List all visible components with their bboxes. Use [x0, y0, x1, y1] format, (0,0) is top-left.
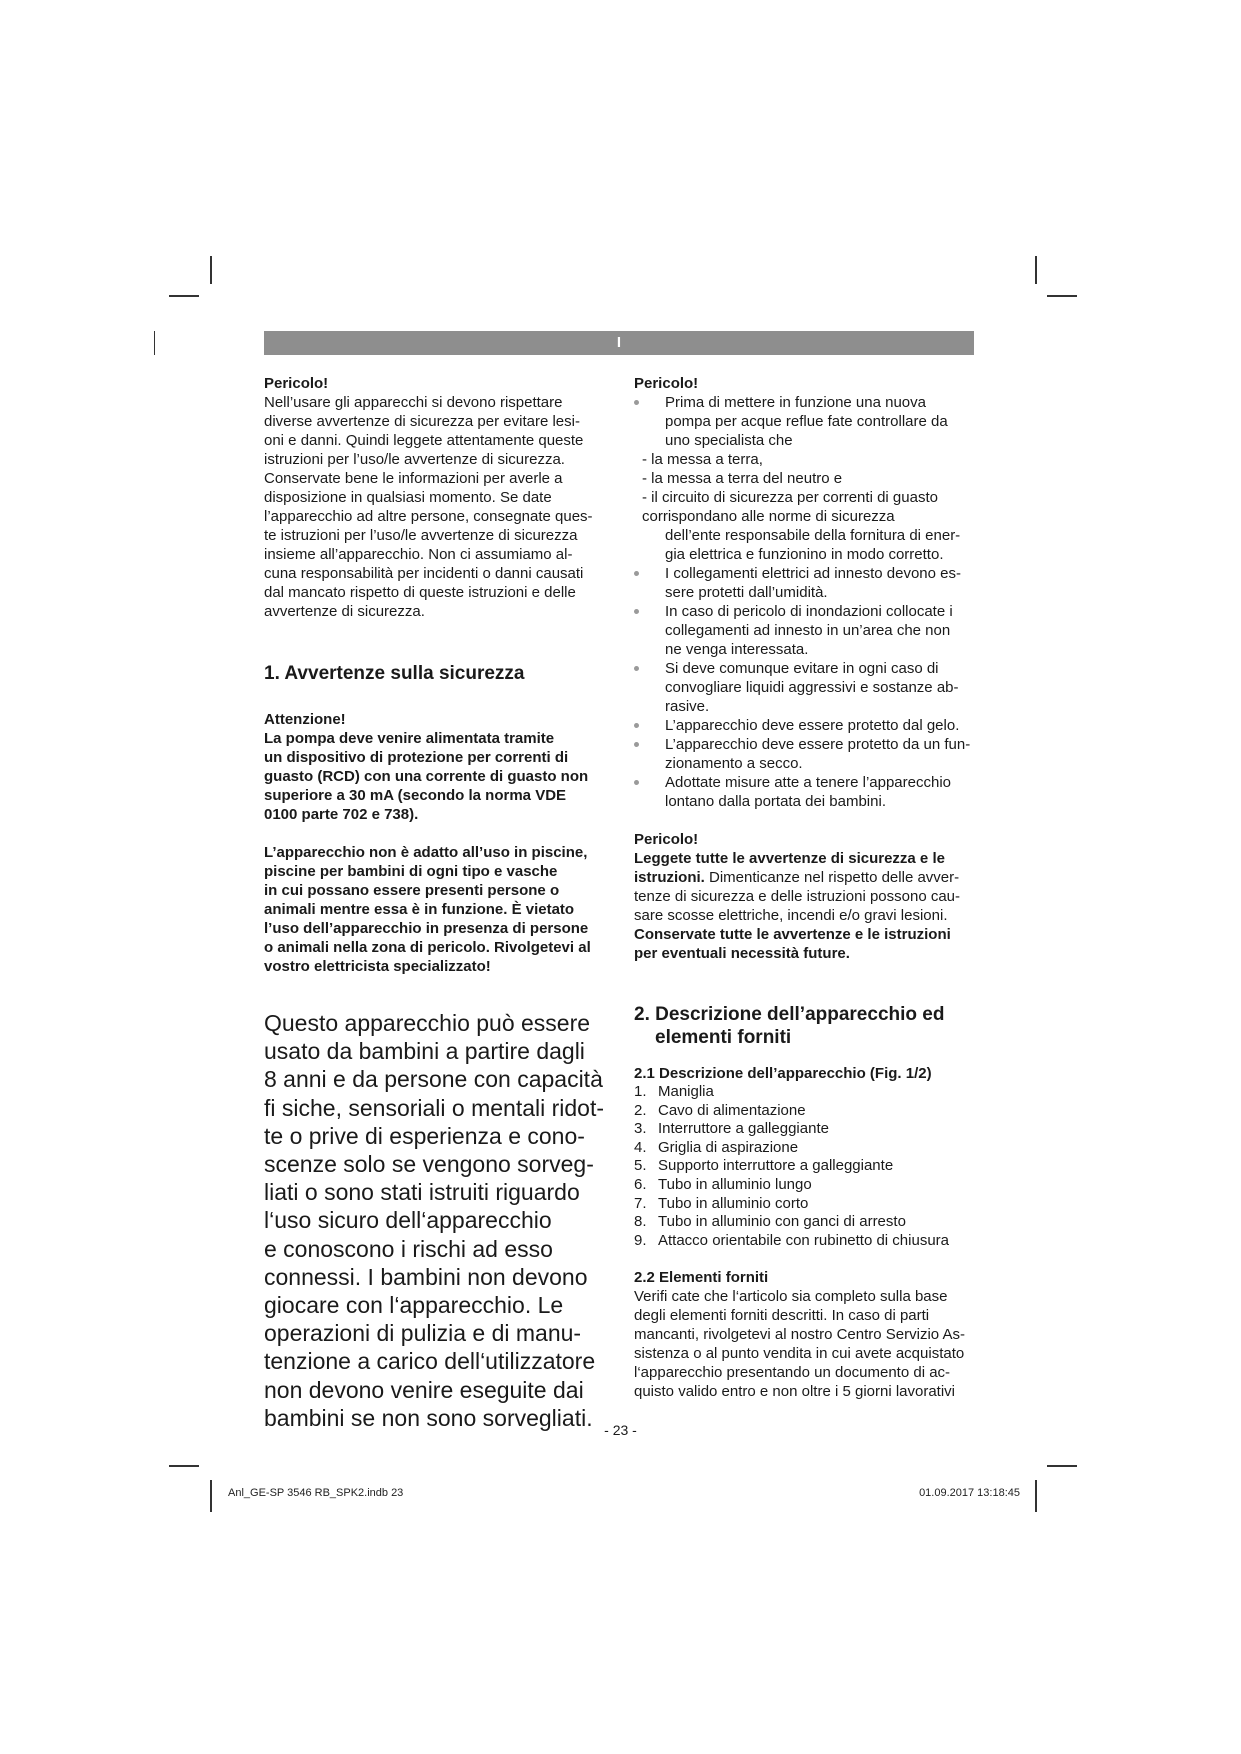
- text-line: usato da bambini a partire dagli: [264, 1038, 585, 1065]
- section-1-title: 1. Avvertenze sulla sicurezza: [264, 663, 525, 684]
- crop-mark: [169, 1465, 199, 1467]
- text-line: bambini se non sono sorvegliati.: [264, 1404, 593, 1431]
- text-line: [634, 868, 979, 887]
- item-number: 6.: [634, 1175, 647, 1193]
- text-line: l’uso dell’apparecchio in presenza di persone: [264, 920, 589, 937]
- text-line: degli elementi forniti descritti. In caso di parti: [634, 1307, 930, 1325]
- text-line: uno specialista che: [665, 432, 793, 449]
- list-item: [634, 735, 979, 773]
- item-label: Tubo in alluminio lungo: [658, 1175, 812, 1193]
- text-line: Leggete tutte le avvertenze di sicurezza e le: [634, 850, 945, 867]
- page-number: - 23 -: [604, 1422, 637, 1438]
- text-line: dell’ente responsabile della fornitura di ener-: [665, 527, 961, 544]
- text-line: te o prive di esperienza e cono-: [264, 1122, 585, 1149]
- text-line: 8 anni e da persone con capacità: [264, 1066, 603, 1093]
- text-line: in cui possano essere presenti persone o: [264, 882, 560, 899]
- section-2-title: [634, 1003, 979, 1049]
- list-item: [634, 564, 979, 602]
- attention-title: Attenzione!: [264, 711, 346, 728]
- list-item: [634, 1195, 979, 1214]
- text-line: - il circuito di sicurezza per correnti di guasto: [642, 489, 938, 506]
- crop-mark: [1047, 1465, 1077, 1467]
- text-line: convogliare liquidi aggressivi e sostanze ab-: [665, 679, 959, 696]
- text-line: o animali nella zona di pericolo. Rivolgetevi al: [264, 939, 591, 956]
- list-item: [634, 1139, 979, 1158]
- list-item: [634, 1213, 979, 1232]
- text-line: Conservate bene le informazioni per averle a: [264, 470, 563, 487]
- text-span: Dimenticanze nel rispetto delle avver-: [704, 869, 960, 886]
- list-item: [634, 602, 979, 659]
- text-line: pompa per acque reflue fate controllare da: [665, 413, 948, 430]
- supplied-items-paragraph: [634, 1287, 979, 1401]
- text-line: giocare con l‘apparecchio. Le: [264, 1292, 564, 1319]
- text-line: per eventuali necessità future.: [634, 945, 850, 962]
- item-number: 4.: [634, 1138, 647, 1156]
- text-line: l‘uso sicuro dell‘apparecchio: [264, 1207, 552, 1234]
- text-line: L’apparecchio deve essere protetto da un fun-: [665, 736, 971, 753]
- text-line: Conservate tutte le avvertenze e le istruzioni: [634, 926, 951, 943]
- crop-mark: [1035, 256, 1037, 284]
- crop-mark: [154, 331, 155, 355]
- item-number: 1.: [634, 1083, 647, 1100]
- text-line: collegamenti ad innesto in un’area che non: [665, 622, 951, 639]
- read-instructions-warning: [634, 849, 979, 963]
- text-line: animali mentre essa è in funzione. È vietato: [264, 901, 575, 918]
- language-header-band: [264, 331, 974, 355]
- text-line: dal mancato rispetto di queste istruzioni e delle: [264, 584, 576, 601]
- text-line: gia elettrica e funzionino in modo corretto.: [665, 546, 944, 563]
- crop-mark: [210, 256, 212, 284]
- item-label: Cavo di alimentazione: [658, 1101, 806, 1119]
- safety-bullet-list: [634, 393, 979, 450]
- list-item: [634, 1102, 979, 1121]
- text-span: istruzioni.: [634, 869, 705, 886]
- text-line: Questo apparecchio può essere: [264, 1010, 591, 1036]
- text-line: connessi. I bambini non devono: [264, 1263, 588, 1290]
- item-label: Supporto interruttore a galleggiante: [658, 1157, 894, 1175]
- crop-mark: [210, 1480, 212, 1512]
- text-line: oni e danni. Quindi leggete attentamente queste: [264, 432, 584, 449]
- text-line: Prima di mettere in funzione una nuova: [665, 394, 926, 411]
- danger-title: Pericolo!: [264, 375, 329, 392]
- text-line: operazioni di pulizia e di manu-: [264, 1320, 582, 1347]
- text-line: rasive.: [665, 698, 710, 715]
- text-line: liati o sono stati istruiti riguardo: [264, 1179, 580, 1206]
- text-line: Nell’usare gli apparecchi si devono rispettare: [264, 394, 563, 411]
- text-line: sere protetti dall’umidità.: [665, 584, 828, 601]
- list-item: [634, 716, 979, 735]
- text-line: sistenza o al punto vendita in cui avete acquistato: [634, 1345, 965, 1363]
- text-line: L’apparecchio deve essere protetto dal gelo.: [665, 717, 960, 734]
- text-line: cuna responsabilità per incidenti o danni causati: [264, 565, 584, 582]
- text-line: disposizione in qualsiasi momento. Se date: [264, 489, 552, 506]
- item-label: Attacco orientabile con rubinetto di chiusura: [658, 1231, 950, 1249]
- footer-datetime: 01.09.2017 13:18:45: [919, 1487, 1020, 1499]
- crop-mark: [1035, 1480, 1037, 1512]
- item-number: 9.: [634, 1231, 647, 1249]
- text-line: diverse avvertenze di sicurezza per evitare lesi-: [264, 413, 580, 430]
- text-line: La pompa deve venire alimentata tramite: [264, 730, 555, 747]
- text-line: guasto (RCD) con una corrente di guasto non: [264, 768, 589, 785]
- item-number: 5.: [634, 1157, 647, 1175]
- text-line: mancanti, rivolgetevi al nostro Centro Servizio As-: [634, 1326, 965, 1344]
- list-item: [634, 773, 979, 811]
- list-item: [634, 1157, 979, 1176]
- text-line: scenze solo se vengono sorveg-: [264, 1151, 594, 1178]
- text-line: fi siche, sensoriali o mentali ridot-: [264, 1094, 605, 1121]
- item-number: 7.: [634, 1194, 647, 1212]
- text-line: lontano dalla portata dei bambini.: [665, 793, 886, 810]
- text-line: elementi forniti: [655, 1027, 792, 1048]
- crop-mark: [1047, 295, 1077, 297]
- text-line: ne venga interessata.: [665, 641, 809, 658]
- text-line: corrispondano alle norme di sicurezza: [642, 508, 895, 525]
- list-item: [634, 1232, 979, 1251]
- children-warning: [264, 1009, 619, 1432]
- text-line: I collegamenti elettrici ad innesto devono es-: [665, 565, 962, 582]
- left-column: [264, 374, 619, 1432]
- subsection-title: 2.2 Elementi forniti: [634, 1269, 769, 1287]
- item-label: Interruttore a galleggiante: [658, 1120, 829, 1138]
- text-line: Verifi cate che l‘articolo sia completo sulla base: [634, 1288, 948, 1306]
- text-line: piscine per bambini di ogni tipo e vasche: [264, 863, 558, 880]
- crop-mark: [169, 295, 199, 297]
- check-list: [634, 450, 979, 564]
- right-column: [634, 374, 979, 1401]
- text-line: Si deve comunque evitare in ogni caso di: [665, 660, 939, 677]
- list-item: [634, 659, 979, 716]
- text-line: Adottate misure atte a tenere l’apparecchio: [665, 774, 952, 791]
- text-line: l’apparecchio ad altre persone, consegnate ques-: [264, 508, 593, 525]
- safety-bullet-list: [634, 564, 979, 811]
- item-label: Griglia di aspirazione: [658, 1138, 799, 1156]
- item-number: 8.: [634, 1213, 647, 1231]
- text-line: - la messa a terra del neutro e: [642, 470, 843, 487]
- text-line: L’apparecchio non è adatto all’uso in piscine,: [264, 844, 588, 861]
- list-item: [634, 393, 979, 450]
- subsection-title: 2.1 Descrizione dell’apparecchio (Fig. 1/2): [634, 1065, 932, 1082]
- item-number: 2.: [634, 1101, 647, 1119]
- list-item: [634, 1083, 979, 1102]
- text-line: avvertenze di sicurezza.: [264, 603, 425, 620]
- text-line: vostro elettricista specializzato!: [264, 958, 491, 975]
- text-line: non devono venire eseguite dai: [264, 1376, 584, 1403]
- text-line: sare scosse elettriche, incendi e/o gravi lesioni.: [634, 907, 948, 924]
- item-number: 3.: [634, 1120, 647, 1138]
- text-line: un dispositivo di protezione per correnti di: [264, 749, 569, 766]
- list-item: [634, 1120, 979, 1139]
- danger-title: Pericolo!: [634, 831, 699, 848]
- text-line: zionamento a secco.: [665, 755, 803, 772]
- language-tab: I: [616, 334, 622, 351]
- footer-filename: Anl_GE-SP 3546 RB_SPK2.indb 23: [228, 1487, 404, 1499]
- text-line: In caso di pericolo di inondazioni collocate i: [665, 603, 953, 620]
- text-line: tenzione a carico dell‘utilizzatore: [264, 1348, 596, 1375]
- danger-paragraph: [264, 393, 619, 621]
- text-line: l‘apparecchio presentando un documento di ac-: [634, 1364, 951, 1382]
- rcd-warning: [264, 729, 619, 824]
- text-line: insieme all’apparecchio. Non ci assumiamo al-: [264, 546, 573, 563]
- text-line: superiore a 30 mA (secondo la norma VDE: [264, 787, 567, 804]
- text-line: - la messa a terra,: [642, 451, 763, 468]
- text-line: e conoscono i rischi ad esso: [264, 1235, 553, 1262]
- text-line: quisto valido entro e non oltre i 5 giorni lavorativi: [634, 1383, 956, 1401]
- text-line: istruzioni per l’uso/le avvertenze di sicurezza.: [264, 451, 565, 468]
- item-label: Tubo in alluminio con ganci di arresto: [658, 1213, 906, 1231]
- text-line: te istruzioni per l’uso/le avvertenze di sicurezza: [264, 527, 578, 544]
- item-label: Maniglia: [658, 1083, 714, 1100]
- item-label: Tubo in alluminio corto: [658, 1194, 809, 1212]
- danger-title: Pericolo!: [634, 375, 699, 392]
- pool-warning: [264, 843, 619, 976]
- text-line: tenze di sicurezza e delle istruzioni possono cau-: [634, 888, 961, 905]
- parts-list: [634, 1083, 979, 1250]
- text-line: 2. Descrizione dell’apparecchio ed: [634, 1004, 945, 1025]
- text-line: 0100 parte 702 e 738).: [264, 806, 419, 823]
- list-item: [634, 1176, 979, 1195]
